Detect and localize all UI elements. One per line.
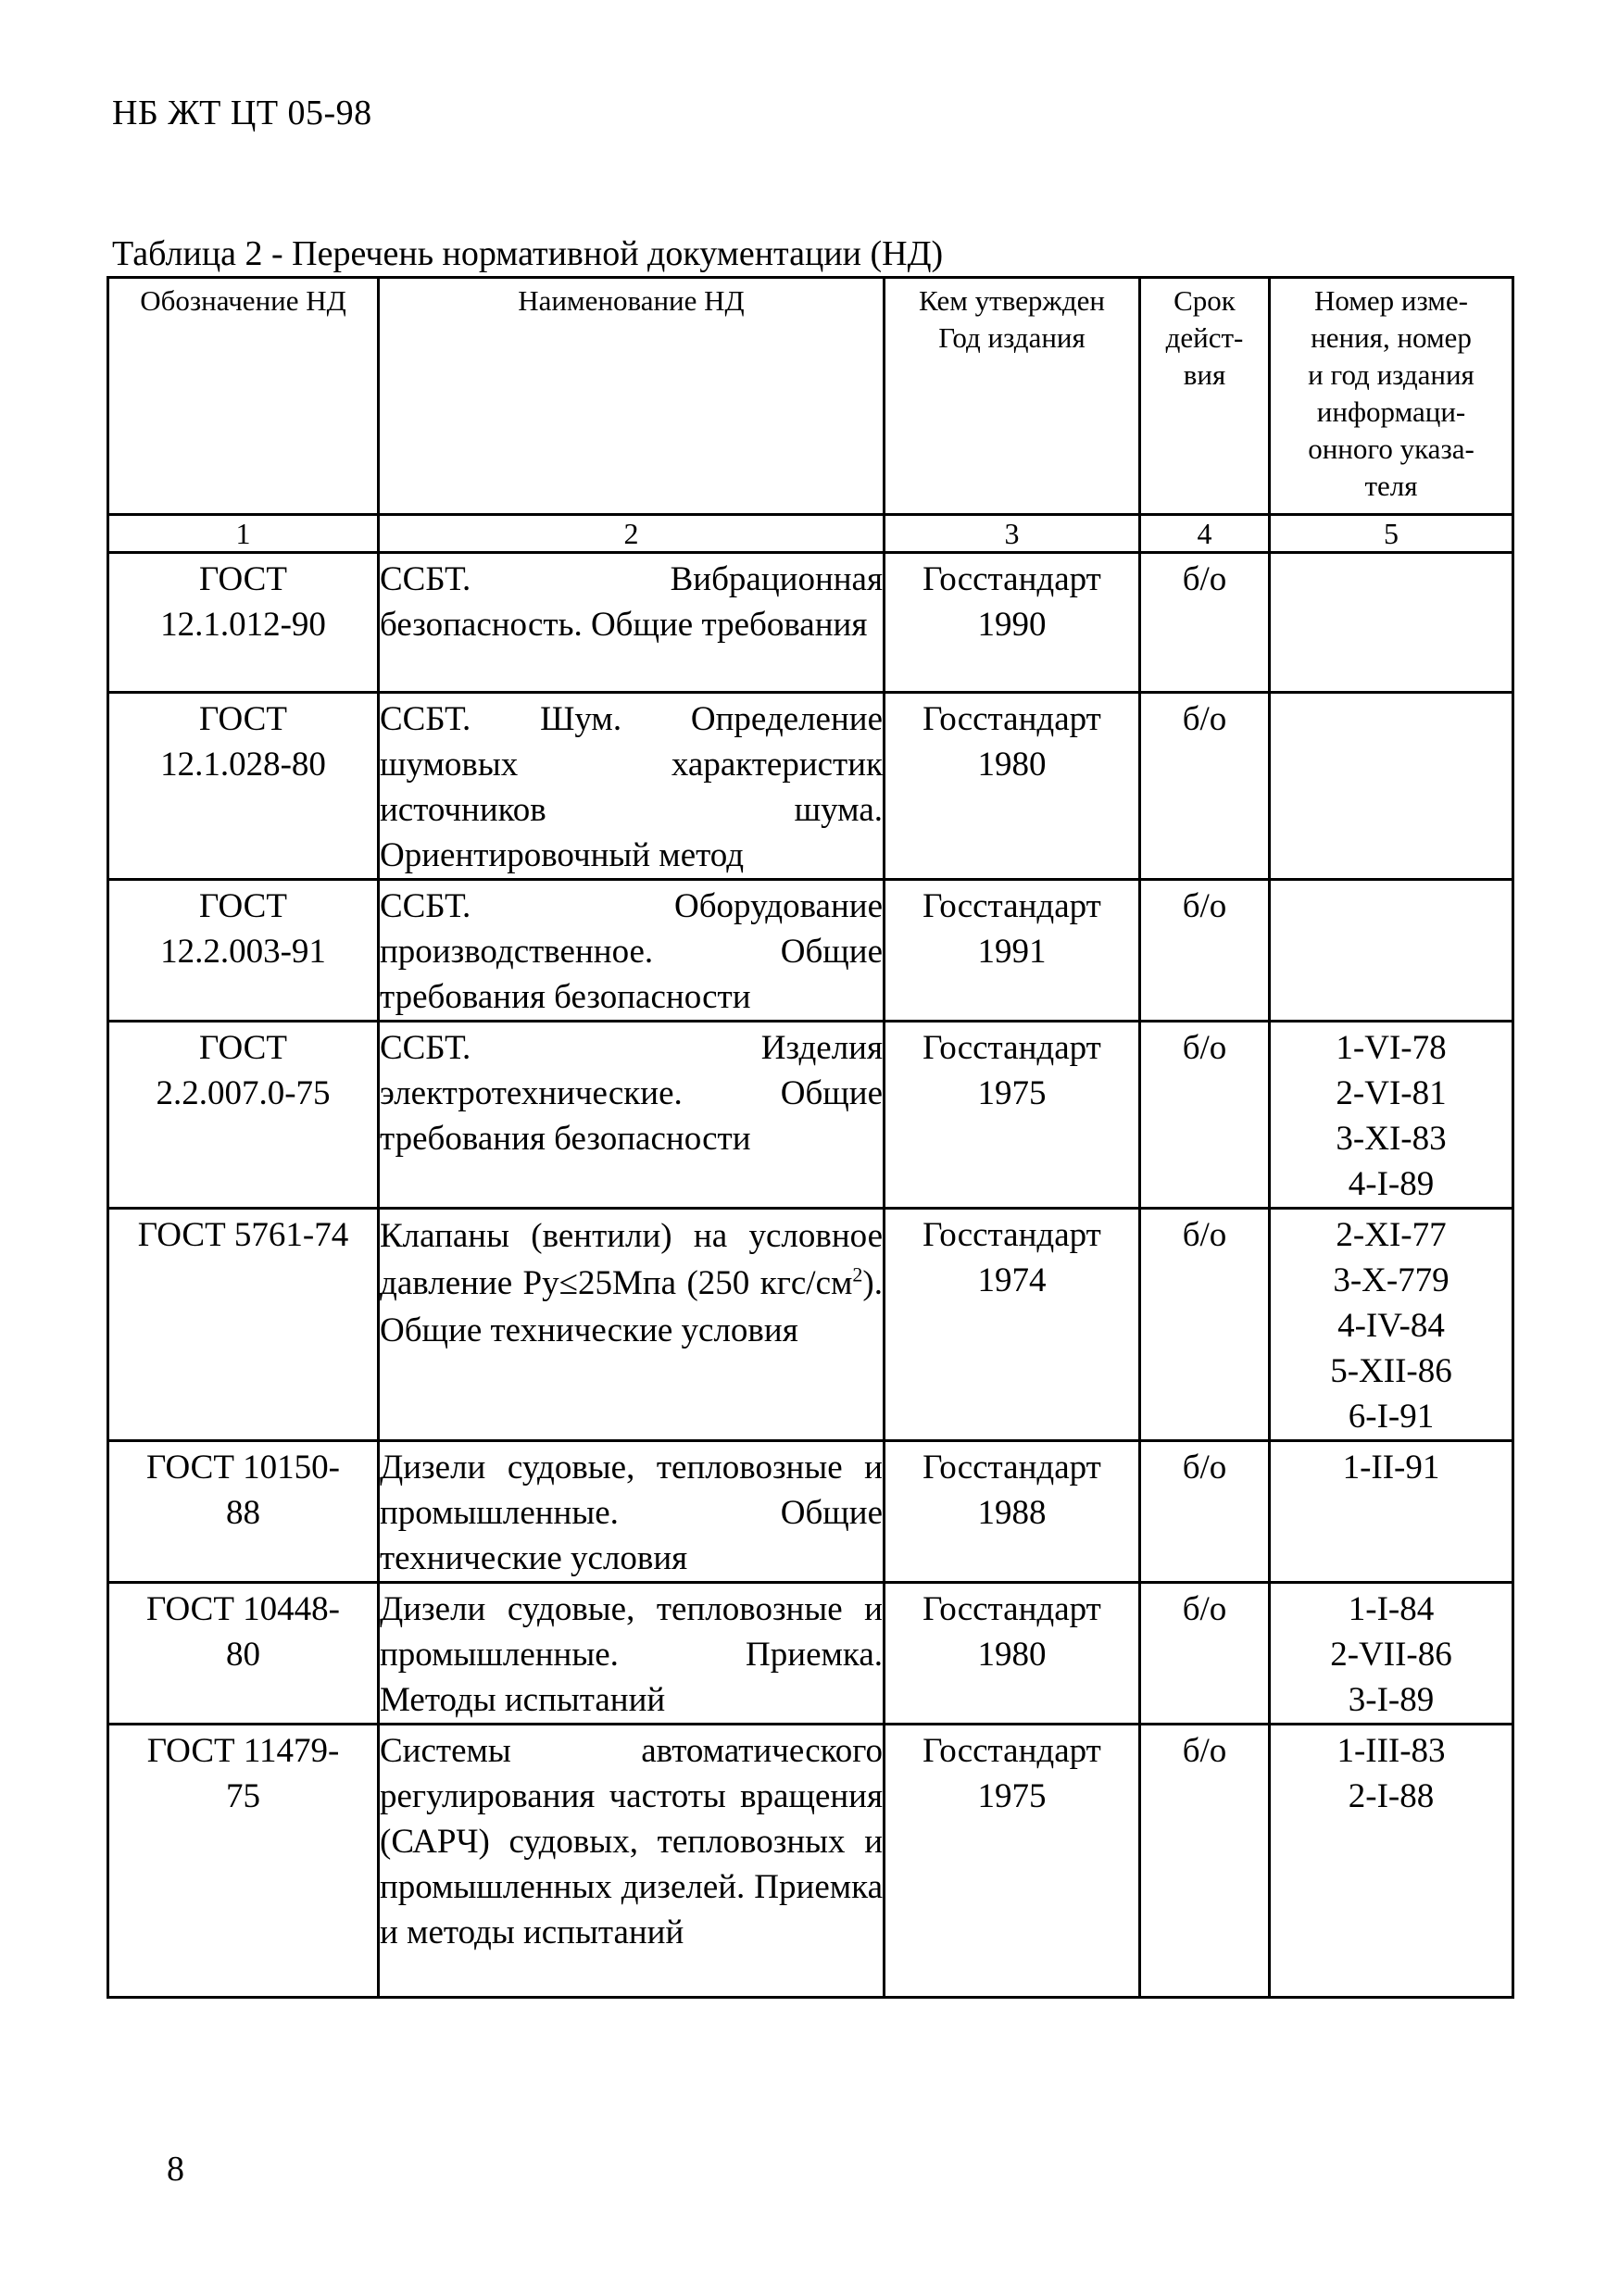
document-code: НБ ЖТ ЦТ 05-98 <box>112 94 372 132</box>
column-number: 4 <box>1140 515 1270 553</box>
changes-cell: 1-III-83 2-I-88 <box>1270 1725 1513 1998</box>
designation-cell: ГОСТ 2.2.007.0-75 <box>108 1022 379 1209</box>
designation-cell: ГОСТ 12.1.028-80 <box>108 693 379 880</box>
designation-cell: ГОСТ 5761-74 <box>108 1209 379 1441</box>
column-number: 2 <box>379 515 885 553</box>
term-cell: б/о <box>1140 1441 1270 1583</box>
designation-cell: ГОСТ 12.1.012-90 <box>108 553 379 693</box>
changes-cell: 1-II-91 <box>1270 1441 1513 1583</box>
name-cell: Дизели судовые, тепловозные и промышленные. Общие технические условия <box>379 1441 885 1583</box>
table-row <box>108 1441 1513 1583</box>
approved-cell: Госстандарт 1980 <box>885 1583 1140 1725</box>
approved-cell: Госстандарт 1974 <box>885 1209 1140 1441</box>
column-number-row <box>108 515 1513 553</box>
column-number: 3 <box>885 515 1140 553</box>
term-cell: б/о <box>1140 553 1270 693</box>
designation-cell: ГОСТ 11479- 75 <box>108 1725 379 1998</box>
name-cell: Дизели судовые, тепловозные и промышленные. Приемка. Методы испытаний <box>379 1583 885 1725</box>
changes-cell: 2-XI-77 3-X-779 4-IV-84 5-XII-86 6-I-91 <box>1270 1209 1513 1441</box>
name-cell: ССБТ. Оборудование производственное. Общие требования безопасности <box>379 880 885 1022</box>
table-row <box>108 880 1513 1022</box>
header-row <box>108 278 1513 515</box>
changes-cell <box>1270 693 1513 880</box>
table-row <box>108 1725 1513 1998</box>
term-cell: б/о <box>1140 693 1270 880</box>
approved-cell: Госстандарт 1990 <box>885 553 1140 693</box>
name-cell: ССБТ. Изделия электротехнические. Общие требования безопасности <box>379 1022 885 1209</box>
approved-cell: Госстандарт 1975 <box>885 1022 1140 1209</box>
table-row <box>108 1583 1513 1725</box>
approved-cell: Госстандарт 1988 <box>885 1441 1140 1583</box>
table-row <box>108 1022 1513 1209</box>
name-cell: ССБТ. Вибрационная безопасность. Общие требования <box>379 553 885 693</box>
nd-table <box>107 276 1514 1999</box>
table-row <box>108 1209 1513 1441</box>
approved-cell: Госстандарт 1991 <box>885 880 1140 1022</box>
changes-cell: 1-VI-78 2-VI-81 3-XI-83 4-I-89 <box>1270 1022 1513 1209</box>
designation-cell: ГОСТ 10150- 88 <box>108 1441 379 1583</box>
header-name: Наименование НД <box>379 278 885 515</box>
term-cell: б/о <box>1140 1022 1270 1209</box>
column-number: 5 <box>1270 515 1513 553</box>
header-designation: Обозначение НД <box>108 278 379 515</box>
term-cell: б/о <box>1140 1725 1270 1998</box>
name-cell: Клапаны (вентили) на условное давление Ру≤25Мпа (250 кгс/$см^2$). Общие технические условия <box>379 1209 885 1441</box>
term-cell: б/о <box>1140 1209 1270 1441</box>
column-number: 1 <box>108 515 379 553</box>
term-cell: б/о <box>1140 1583 1270 1725</box>
header-changes: Номер изме- нения, номер и год издания информаци- онного указа- теля <box>1270 278 1513 515</box>
table-row <box>108 553 1513 693</box>
name-cell: ССБТ. Шум. Определение шумовых характеристик источников шума. Ориентировочный метод <box>379 693 885 880</box>
header-term: Срок дейст- вия <box>1140 278 1270 515</box>
header-approved: Кем утвержден Год издания <box>885 278 1140 515</box>
changes-cell <box>1270 880 1513 1022</box>
page-number: 8 <box>167 2150 184 2189</box>
name-cell: Системы автоматического регулирования частоты вращения (САРЧ) судовых, тепловозных и промышленных дизелей. Приемка и методы испытаний <box>379 1725 885 1998</box>
designation-cell: ГОСТ 12.2.003-91 <box>108 880 379 1022</box>
approved-cell: Госстандарт 1980 <box>885 693 1140 880</box>
term-cell: б/о <box>1140 880 1270 1022</box>
table-caption: Таблица 2 - Перечень нормативной документации (НД) <box>112 234 944 273</box>
changes-cell: 1-I-84 2-VII-86 3-I-89 <box>1270 1583 1513 1725</box>
designation-cell: ГОСТ 10448- 80 <box>108 1583 379 1725</box>
changes-cell <box>1270 553 1513 693</box>
approved-cell: Госстандарт 1975 <box>885 1725 1140 1998</box>
table-row <box>108 693 1513 880</box>
